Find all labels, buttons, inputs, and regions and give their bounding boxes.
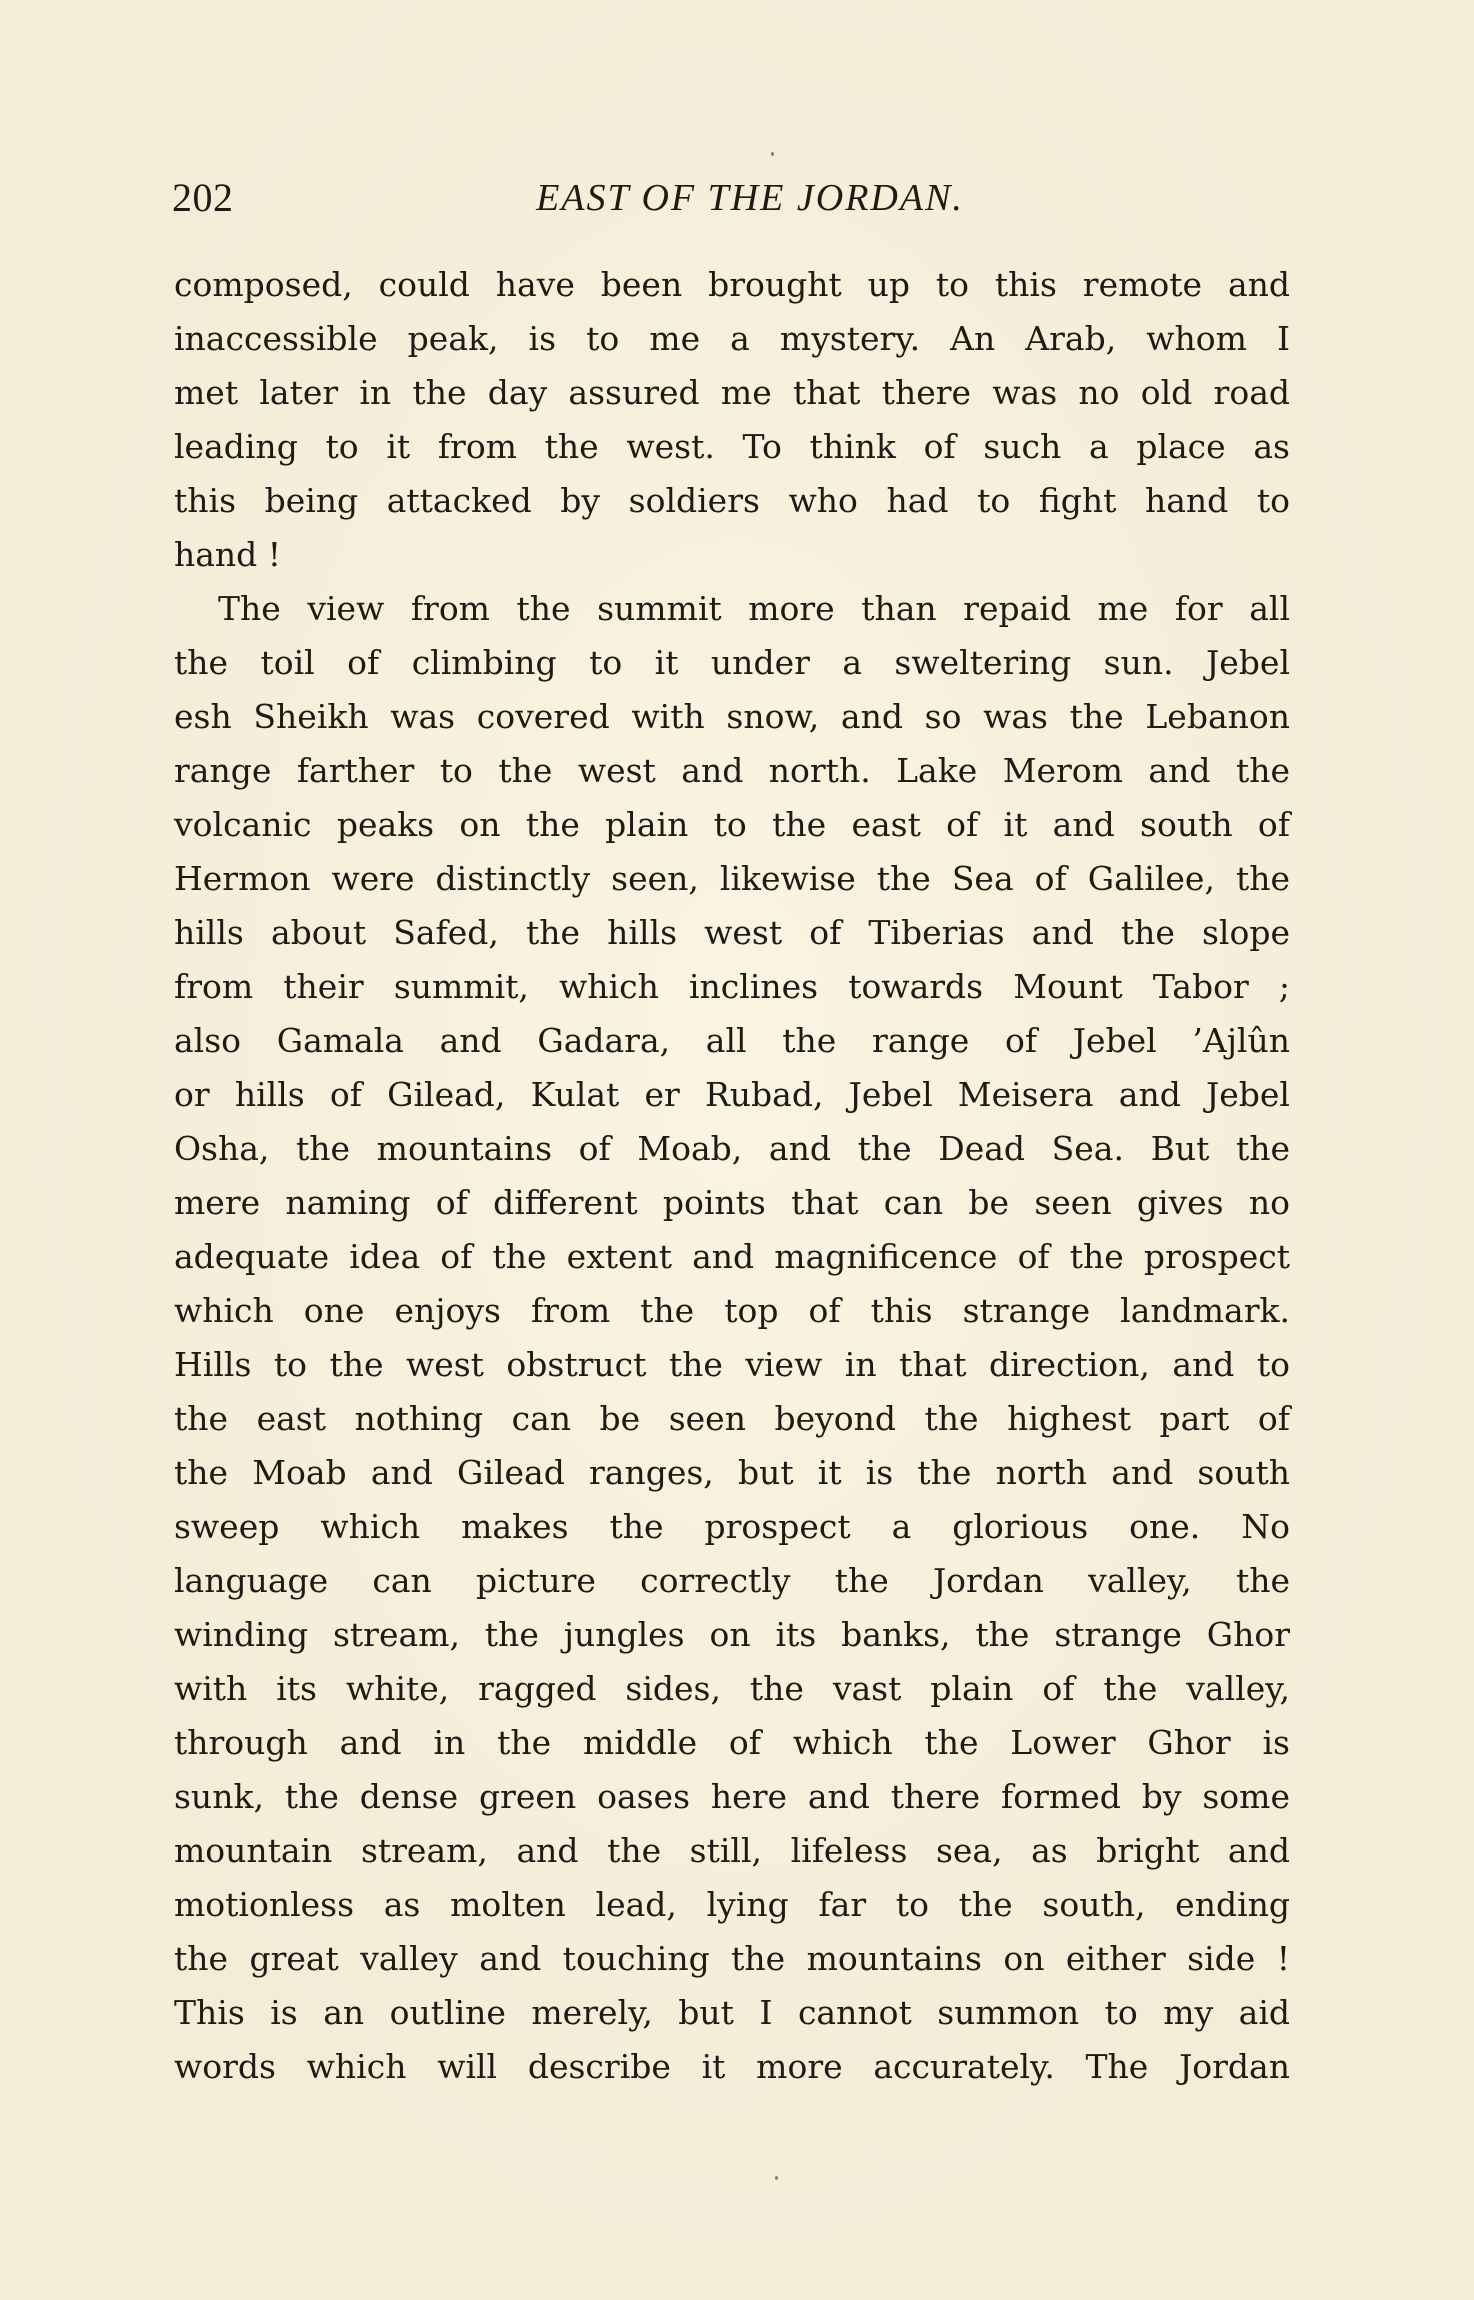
text-line: or hills of Gilead, Kulat er Rubad, Jebel Meisera and Jebel — [174, 1075, 1290, 1114]
text-line: motionless as molten lead, lying far to the south, ending — [174, 1885, 1290, 1924]
text-line: leading to it from the west. To think of such a place as — [174, 427, 1290, 466]
text-line: also Gamala and Gadara, all the range of Jebel ’Ajlûn — [174, 1021, 1290, 1060]
text-line: language can picture correctly the Jordan valley, the — [174, 1561, 1290, 1600]
text-line: the toil of climbing to it under a sweltering sun. Jebel — [174, 643, 1290, 682]
text-line: esh Sheikh was covered with snow, and so was the Lebanon — [174, 697, 1290, 736]
text-line: sunk, the dense green oases here and there formed by some — [174, 1777, 1290, 1816]
text-line: which one enjoys from the top of this strange landmark. — [174, 1291, 1290, 1330]
text-line: This is an outline merely, but I cannot summon to my aid — [174, 1993, 1290, 2032]
text-line: Osha, the mountains of Moab, and the Dead Sea. But the — [174, 1129, 1290, 1168]
running-title: EAST OF THE JORDAN. — [536, 177, 964, 219]
paragraph-1 — [174, 258, 1290, 582]
text-line: the great valley and touching the mountains on either side ! — [174, 1939, 1290, 1978]
text-line: The view from the summit more than repaid me for all — [218, 589, 1290, 628]
text-line: the Moab and Gilead ranges, but it is the north and south — [174, 1453, 1290, 1492]
page-number: 202 — [172, 175, 234, 220]
text-line: words which will describe it more accurately. The Jordan — [174, 2047, 1290, 2086]
text-line: this being attacked by soldiers who had to fight hand to — [174, 481, 1290, 520]
text-line: mountain stream, and the still, lifeless sea, as bright and — [174, 1831, 1290, 1870]
text-line: from their summit, which inclines towards Mount Tabor ; — [174, 967, 1290, 1006]
body-text — [174, 258, 1290, 2094]
paragraph-2 — [174, 582, 1290, 2094]
text-line: mere naming of different points that can be seen gives no — [174, 1183, 1290, 1222]
text-line: Hermon were distinctly seen, likewise the Sea of Galilee, the — [174, 859, 1290, 898]
text-line: hills about Safed, the hills west of Tiberias and the slope — [174, 913, 1290, 952]
running-head — [172, 168, 1288, 228]
text-line: met later in the day assured me that there was no old road — [174, 373, 1290, 412]
text-line: composed, could have been brought up to this remote and — [174, 265, 1290, 304]
paper-speck — [775, 2176, 778, 2180]
text-line: with its white, ragged sides, the vast plain of the valley, — [174, 1669, 1290, 1708]
text-line: hand ! — [174, 535, 282, 574]
paper-speck — [771, 152, 774, 156]
text-line: inaccessible peak, is to me a mystery. An Arab, whom I — [174, 319, 1290, 358]
text-line: Hills to the west obstruct the view in that direction, and to — [174, 1345, 1290, 1384]
text-line: sweep which makes the prospect a glorious one. No — [174, 1507, 1290, 1546]
text-line: winding stream, the jungles on its banks, the strange Ghor — [174, 1615, 1290, 1654]
text-line: range farther to the west and north. Lake Merom and the — [174, 751, 1290, 790]
text-line: through and in the middle of which the Lower Ghor is — [174, 1723, 1290, 1762]
text-line: adequate idea of the extent and magnificence of the prospect — [174, 1237, 1290, 1276]
text-line: volcanic peaks on the plain to the east of it and south of — [174, 805, 1290, 844]
text-line: the east nothing can be seen beyond the highest part of — [174, 1399, 1290, 1438]
